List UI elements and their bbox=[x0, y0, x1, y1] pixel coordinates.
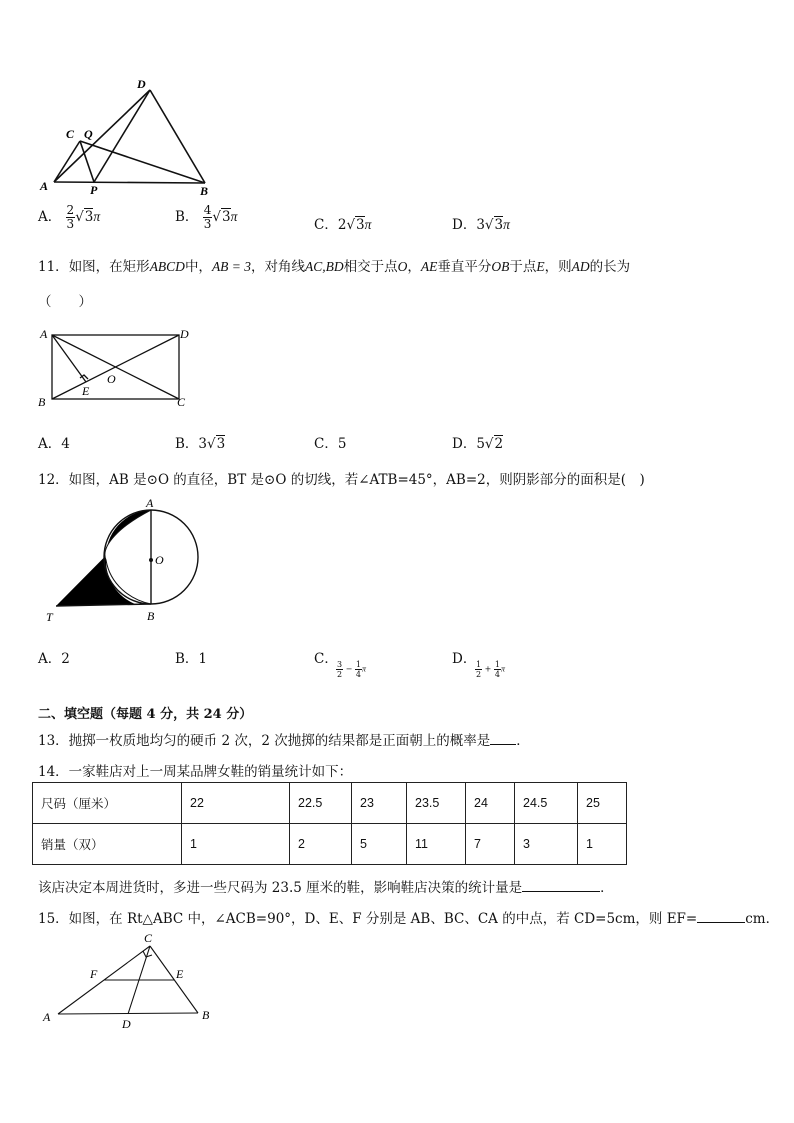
denominator: 4 bbox=[494, 670, 500, 679]
numerator: 1 bbox=[355, 660, 361, 669]
section-title: 二、填空题（每题 4 分，共 24 分） bbox=[38, 707, 253, 722]
denominator: 3 bbox=[66, 217, 75, 231]
radicand: 3 bbox=[221, 209, 231, 225]
option-label: C． bbox=[314, 436, 338, 452]
option-label: C． bbox=[314, 217, 338, 233]
numerator: 4 bbox=[203, 203, 212, 217]
option-label: D． bbox=[452, 217, 477, 233]
q13-stem bbox=[38, 729, 530, 749]
q11-option-a bbox=[38, 432, 70, 452]
pi-symbol: π bbox=[500, 664, 505, 674]
q11-paren: （ ） bbox=[38, 294, 92, 310]
q12-option-a bbox=[38, 647, 70, 667]
q15-label-f: F bbox=[90, 967, 98, 981]
radicand: 2 bbox=[494, 436, 504, 452]
q10-option-d bbox=[452, 213, 510, 233]
answer-blank[interactable] bbox=[522, 879, 600, 892]
stem-tail: ． bbox=[516, 733, 530, 749]
q12-figure bbox=[40, 496, 210, 628]
table-cell: 25 bbox=[578, 783, 627, 824]
q11-label-a: A bbox=[40, 327, 48, 341]
q11-label-d: D bbox=[180, 327, 189, 341]
operator: − bbox=[345, 664, 353, 674]
q10-option-b bbox=[175, 204, 237, 231]
q15-label-e: E bbox=[176, 967, 184, 981]
q11-option-b bbox=[175, 432, 225, 452]
denominator: 2 bbox=[337, 670, 343, 679]
q12-label-b: B bbox=[147, 609, 155, 623]
q12-option-c bbox=[314, 647, 338, 667]
numerator: 3 bbox=[337, 660, 343, 669]
q10-option-c bbox=[314, 213, 371, 233]
q10-option-a bbox=[38, 204, 100, 231]
option-label: D． bbox=[452, 436, 477, 452]
coefficient: 5 bbox=[476, 436, 485, 452]
q10-label-p: P bbox=[90, 183, 98, 197]
stem-text: ， bbox=[407, 259, 421, 275]
table-cell: 1 bbox=[578, 824, 627, 865]
table-cell: 23.5 bbox=[407, 783, 466, 824]
q12-label-a: A bbox=[146, 496, 154, 510]
answer-blank[interactable] bbox=[490, 732, 516, 745]
option-label: C． bbox=[314, 651, 338, 667]
pi-symbol: π bbox=[93, 209, 101, 224]
q12-stem: 12．如图，AB 是⊙O 的直径，BT 是⊙O 的切线，若∠ATB=45°，AB=2，则阴影部分的面积是( ) bbox=[38, 472, 645, 488]
table-cell: 1 bbox=[182, 824, 290, 865]
numerator: 1 bbox=[494, 660, 500, 669]
q11-stem bbox=[38, 255, 630, 275]
stem-text: 于点 bbox=[509, 259, 537, 275]
stem-text: ，则 bbox=[544, 259, 572, 275]
radicand: 3 bbox=[356, 217, 365, 233]
sqrt-sign: √ bbox=[207, 436, 216, 452]
stem-text: 垂直平分 bbox=[437, 259, 492, 275]
coefficient: 2 bbox=[337, 217, 347, 233]
stem-tail: ． bbox=[600, 880, 614, 896]
option-label: A． bbox=[38, 651, 62, 667]
math-ob: OB bbox=[491, 259, 510, 274]
q11-label-b: B bbox=[38, 395, 46, 409]
q11-figure bbox=[34, 322, 204, 412]
math-ac-bd: AC,BD bbox=[305, 259, 344, 274]
stem-text: 15．如图，在 Rt△ABC 中，∠ACB=90°，D、E、F 分别是 AB、BC、CA 的中点，若 CD=5cm，则 EF= bbox=[38, 911, 698, 927]
radicand: 3 bbox=[494, 217, 504, 233]
option-label: B． bbox=[175, 436, 199, 452]
q15-stem bbox=[38, 907, 779, 927]
denominator: 2 bbox=[476, 670, 482, 679]
q14-followup bbox=[38, 876, 614, 896]
q10-label-c: C bbox=[66, 127, 75, 141]
q10-label-q: Q bbox=[84, 127, 93, 141]
fraction bbox=[494, 660, 501, 679]
numerator: 1 bbox=[476, 660, 482, 669]
q14-stem: 14．一家鞋店对上一周某品牌女鞋的销量统计如下： bbox=[38, 764, 353, 780]
option-value: 1 bbox=[198, 651, 208, 667]
option-value: 4 bbox=[61, 436, 70, 452]
stem-text: 如图，在矩形 bbox=[68, 259, 150, 275]
coefficient: 3 bbox=[476, 217, 485, 233]
coefficient: 3 bbox=[198, 436, 208, 452]
q11-option-d bbox=[452, 432, 503, 452]
table-cell: 尺码（厘米） bbox=[33, 783, 182, 824]
option-label: A． bbox=[38, 436, 62, 452]
operator: + bbox=[484, 664, 492, 674]
stem-text: 相交于点 bbox=[343, 259, 398, 275]
option-label: B． bbox=[175, 651, 199, 667]
sqrt-sign: √ bbox=[484, 436, 494, 452]
option-label: D． bbox=[452, 651, 477, 667]
answer-blank[interactable] bbox=[697, 910, 745, 923]
sqrt-sign: √ bbox=[346, 217, 356, 233]
sales-table bbox=[32, 782, 627, 865]
table-cell: 24.5 bbox=[515, 783, 578, 824]
unit: cm． bbox=[745, 911, 780, 927]
denominator: 3 bbox=[203, 217, 212, 231]
stem-text: 13．抛掷一枚质地均匀的硬币 2 次，2 次抛掷的结果都是正面朝上的概率是 bbox=[38, 733, 491, 749]
sqrt-sign: √ bbox=[212, 209, 221, 225]
sqrt-sign: √ bbox=[75, 209, 84, 225]
radicand: 3 bbox=[216, 436, 226, 452]
option-label: A． bbox=[38, 209, 62, 225]
q15-label-a: A bbox=[43, 1010, 51, 1024]
table-cell: 2 bbox=[290, 824, 352, 865]
question-number: 11． bbox=[38, 259, 69, 275]
q15-label-b: B bbox=[202, 1008, 210, 1022]
stem-text: 的长为 bbox=[589, 259, 631, 275]
q12-option-d bbox=[452, 647, 476, 667]
q12-label-o: O bbox=[155, 553, 164, 567]
radicand: 3 bbox=[84, 209, 94, 225]
table-row bbox=[33, 783, 627, 824]
q10-figure bbox=[30, 74, 220, 200]
table-cell: 7 bbox=[466, 824, 515, 865]
q15-figure bbox=[38, 930, 218, 1034]
math-abcd: ABCD bbox=[149, 259, 185, 274]
math-ae: AE bbox=[420, 259, 438, 274]
option-value: 2 bbox=[61, 651, 70, 667]
q12-label-t: T bbox=[46, 610, 53, 624]
q12-option-b bbox=[175, 647, 207, 667]
q11-label-e: E bbox=[82, 384, 90, 398]
fraction bbox=[203, 204, 213, 231]
math-e: E bbox=[536, 259, 545, 274]
table-row bbox=[33, 824, 627, 865]
pi-symbol: π bbox=[364, 217, 372, 232]
q10-label-a: A bbox=[40, 179, 49, 193]
q10-label-d: D bbox=[137, 77, 146, 91]
pi-symbol: π bbox=[503, 217, 510, 232]
stem-text: 中， bbox=[184, 259, 212, 275]
q11-label-o: O bbox=[107, 372, 116, 386]
fraction bbox=[475, 660, 482, 679]
q15-label-c: C bbox=[144, 931, 153, 945]
q15-label-d: D bbox=[122, 1017, 131, 1031]
table-cell: 5 bbox=[352, 824, 407, 865]
pi-symbol: π bbox=[230, 209, 238, 224]
q12-option-c-expr bbox=[336, 660, 366, 679]
stem-text: 该店决定本周进货时，多进一些尺码为 23.5 厘米的鞋，影响鞋店决策的统计量是 bbox=[38, 880, 523, 896]
table-cell: 销量（双） bbox=[33, 824, 182, 865]
fraction bbox=[66, 204, 76, 231]
stem-text: ，对角线 bbox=[251, 259, 306, 275]
table-cell: 24 bbox=[466, 783, 515, 824]
q12-option-d-expr bbox=[475, 660, 505, 679]
math-ad: AD bbox=[571, 259, 590, 274]
option-value: 5 bbox=[337, 436, 347, 452]
sqrt-sign: √ bbox=[484, 217, 494, 233]
fraction bbox=[336, 660, 343, 679]
q10-label-b: B bbox=[200, 184, 209, 198]
pi-symbol: π bbox=[361, 664, 366, 674]
table-cell: 11 bbox=[407, 824, 466, 865]
math-ab-eq: AB = 3 bbox=[211, 259, 252, 274]
denominator: 4 bbox=[355, 670, 361, 679]
fraction bbox=[355, 660, 362, 679]
math-o: O bbox=[397, 259, 408, 274]
table-cell: 3 bbox=[515, 824, 578, 865]
table-cell: 23 bbox=[352, 783, 407, 824]
option-label: B． bbox=[175, 209, 199, 225]
q11-label-c: C bbox=[177, 395, 186, 409]
table-cell: 22.5 bbox=[290, 783, 352, 824]
numerator: 2 bbox=[66, 203, 75, 217]
table-cell: 22 bbox=[182, 783, 290, 824]
q11-option-c bbox=[314, 432, 346, 452]
